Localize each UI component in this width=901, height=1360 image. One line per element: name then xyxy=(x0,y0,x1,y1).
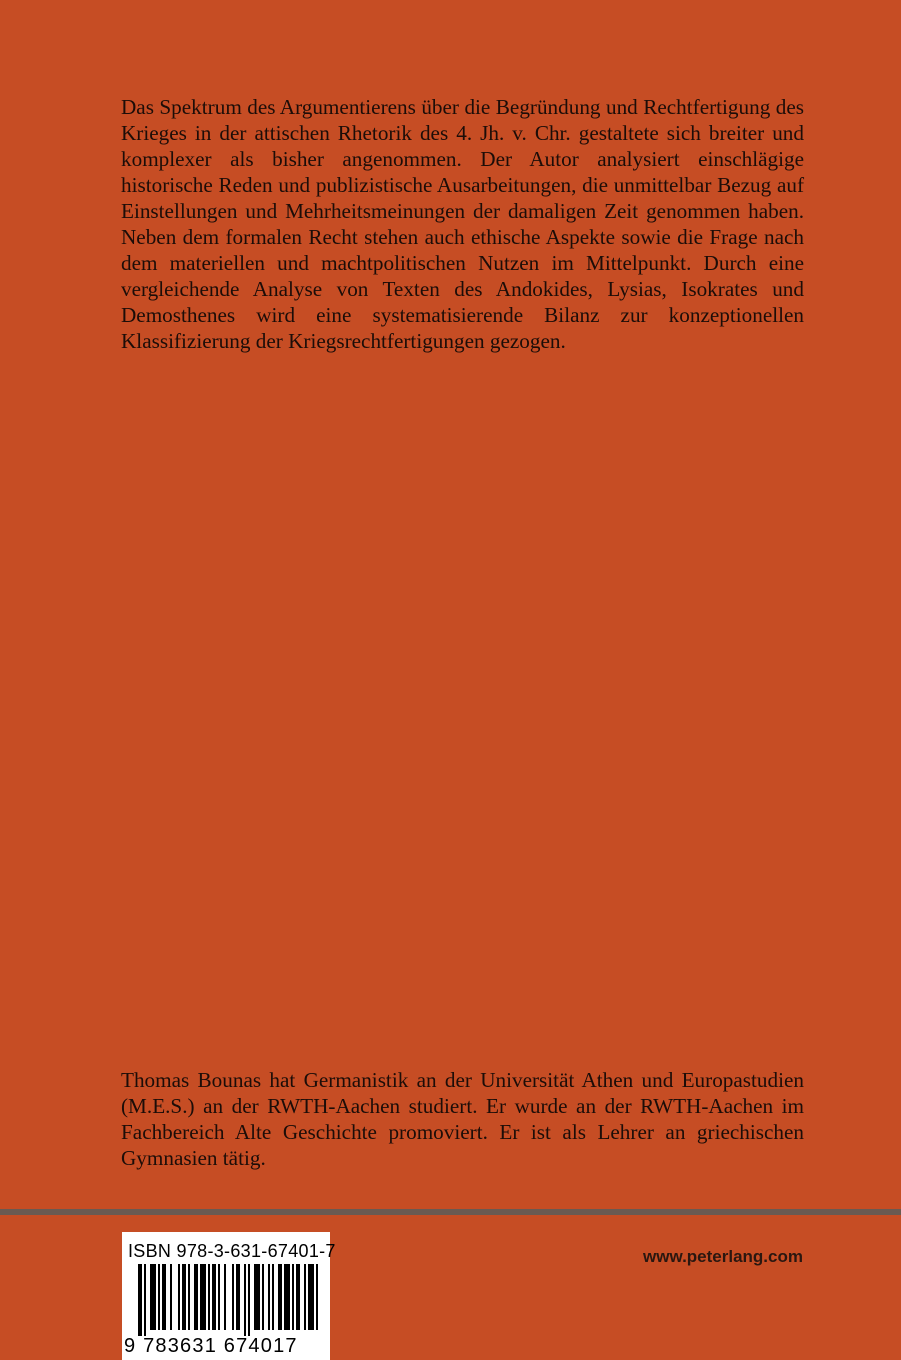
ean-digits: 9 783631 674017 xyxy=(124,1335,298,1357)
back-cover-blurb: Das Spektrum des Argumentierens über die Begründung und Rechtfertigung des Krieges in der attischen Rhetorik des 4. Jh. v. Chr. gestaltete sich breiter und komplexer als bisher angenommen. Der Autor analysiert einschlägige historische Reden und publizistische Ausarbeitungen, die unmittelbar Bezug auf Einstellungen und Mehrheitsmeinungen der damaligen Zeit genommen haben. Neben dem formalen Recht stehen auch ethische Aspekte sowie die Frage nach dem materiellen und machtpolitischen Nutzen im Mittelpunkt. Durch eine vergleichende Analyse von Texten des Andokides, Lysias, Isokrates und Demosthenes wird eine systematisierende Bilanz zur konzeptionellen Klassifizierung der Kriegsrechtfertigungen gezogen. xyxy=(121,95,804,353)
isbn-barcode-panel xyxy=(122,1232,336,1360)
publisher-website[interactable]: www.peterlang.com xyxy=(643,1247,803,1266)
barcode-icon xyxy=(138,1264,318,1336)
divider-rule xyxy=(0,1209,901,1215)
isbn-label: ISBN 978-3-631-67401-7 xyxy=(128,1241,336,1261)
author-bio: Thomas Bounas hat Germanistik an der Universität Athen und Europastudien (M.E.S.) an der RWTH-Aachen studiert. Er wurde an der RWTH-Aachen im Fachbereich Alte Geschichte promoviert. Er ist als Lehrer an griechischen Gymnasien tätig. xyxy=(121,1068,804,1170)
